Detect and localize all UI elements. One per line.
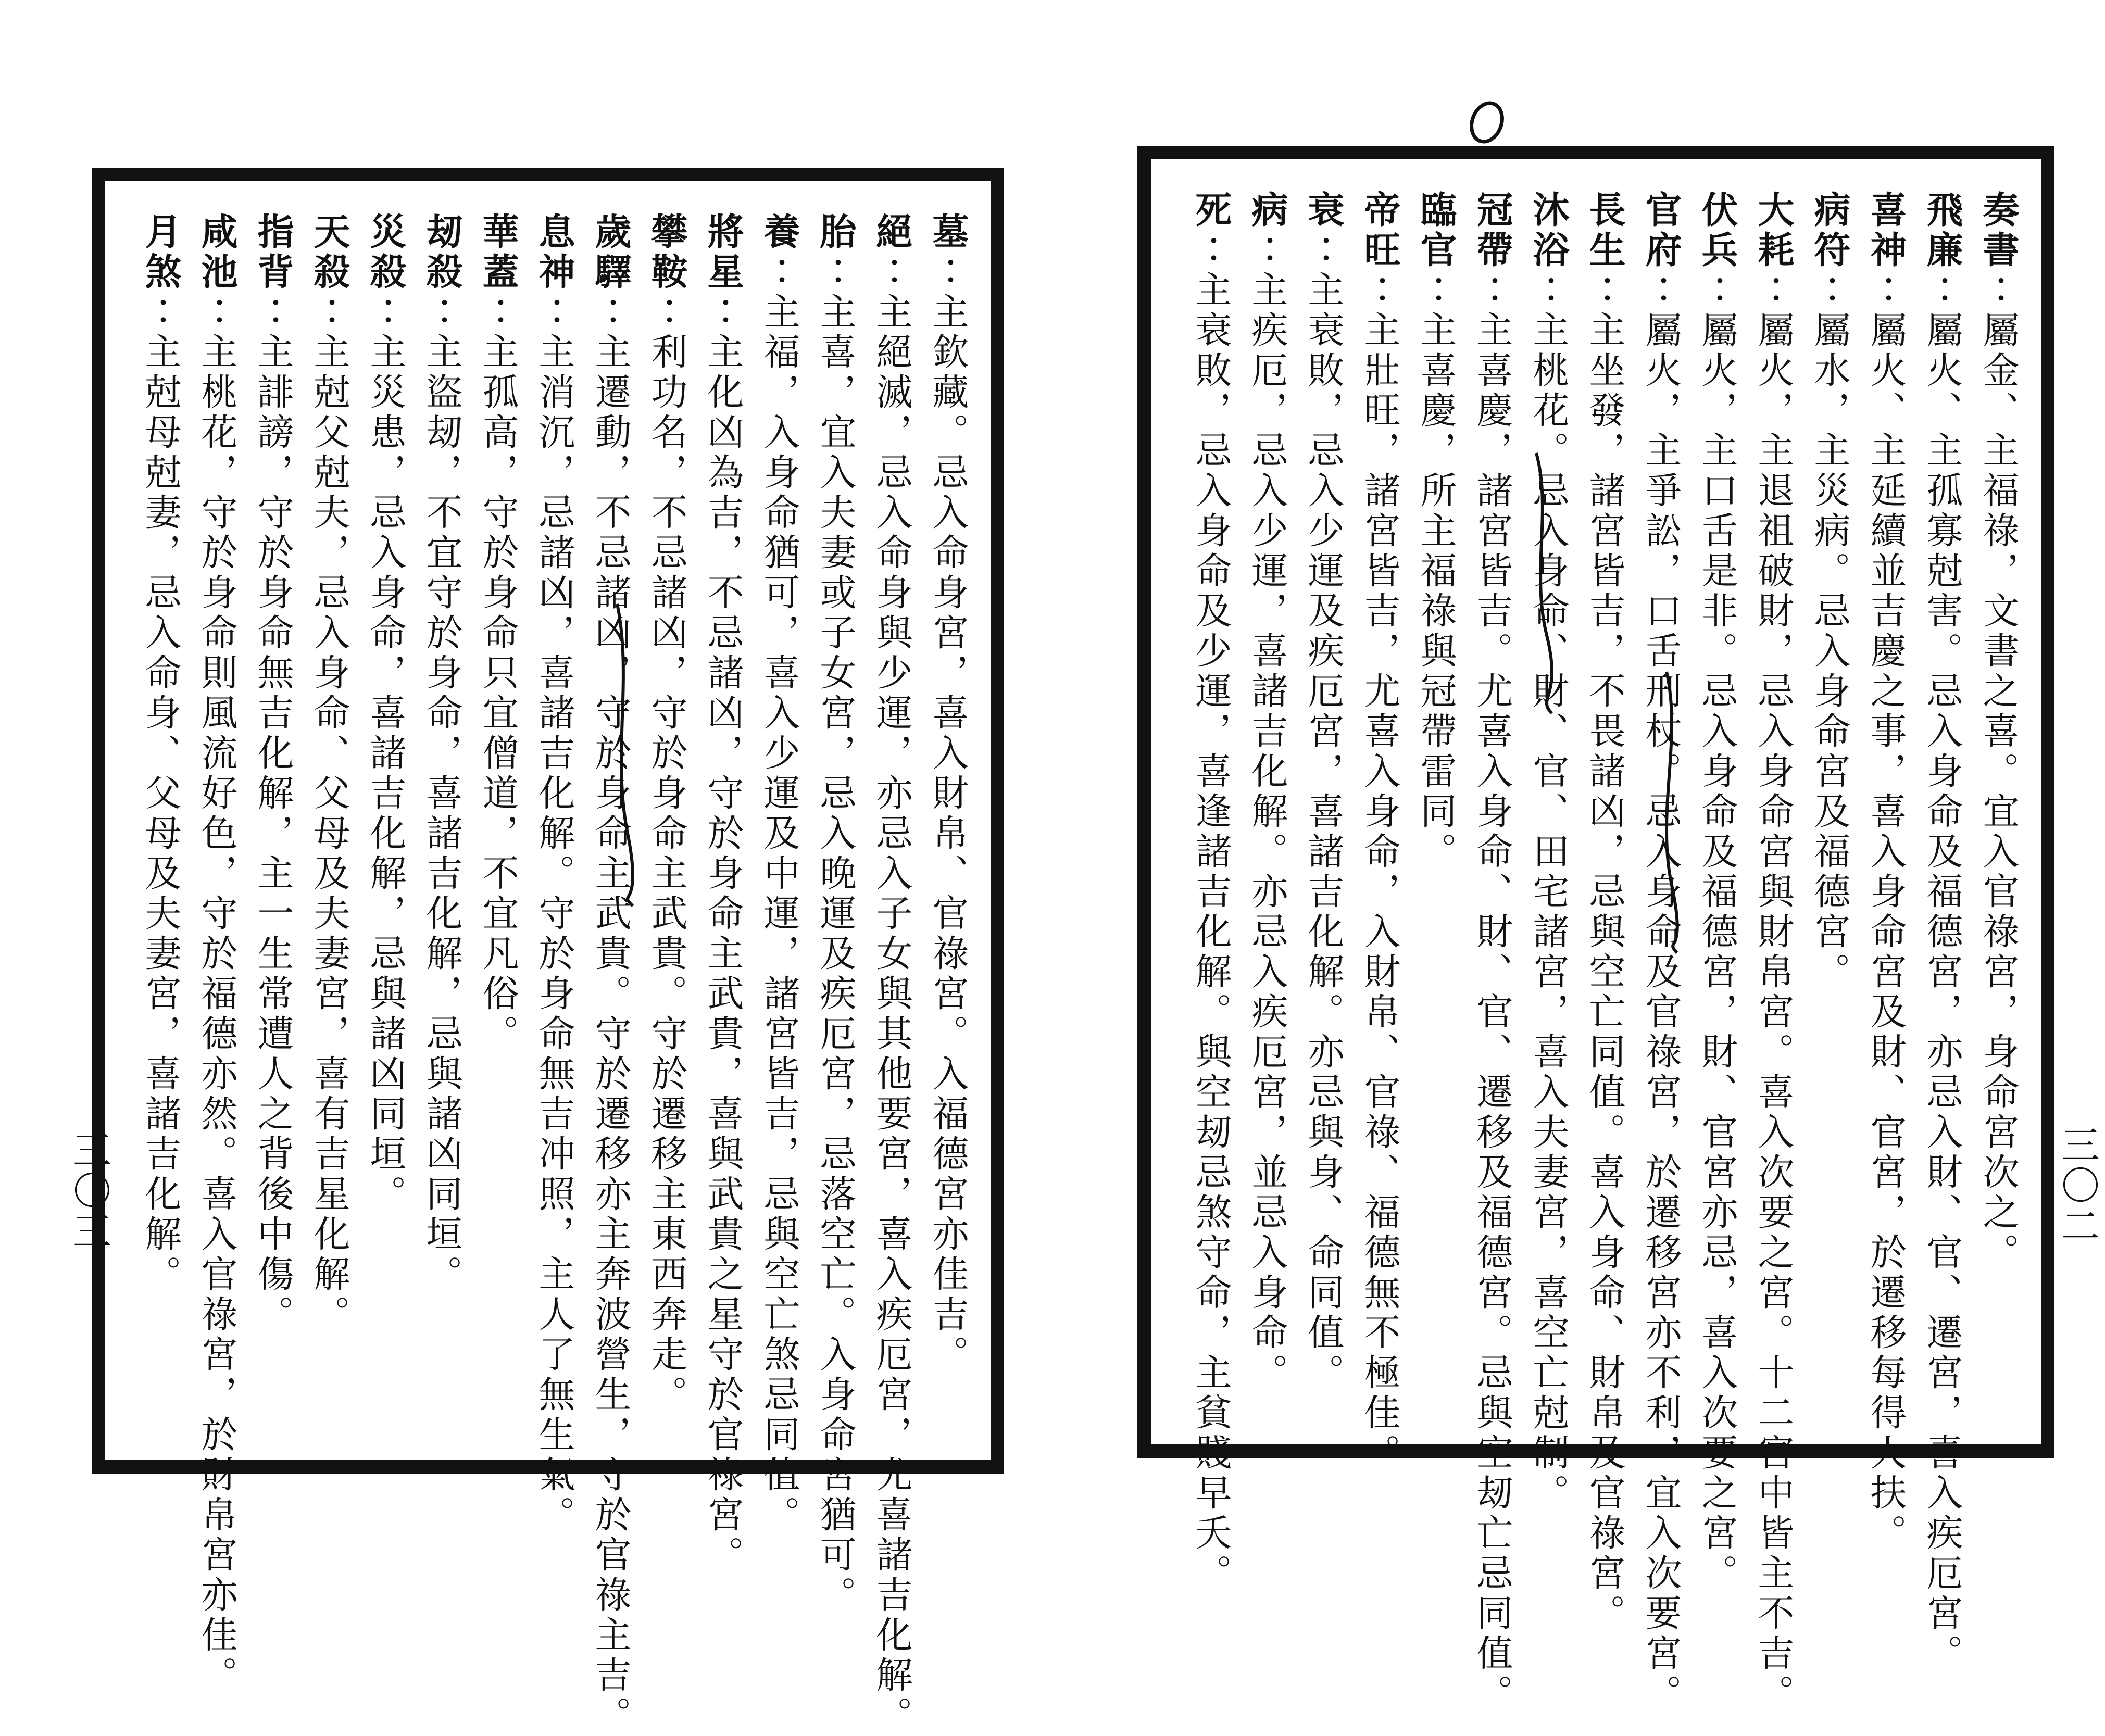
- text-columns-302: [1183, 191, 2026, 1714]
- entry-column: [1858, 191, 1914, 1554]
- separator-mark: ∶: [1696, 271, 1738, 311]
- term-text: 主桃花，守於身命則風流好色，守於福德亦然。喜入官祿宮，於財帛宮亦佳。: [195, 333, 238, 1696]
- entry-column: [1521, 191, 1576, 1514]
- entry-column: [920, 212, 976, 1439]
- term-text: 屬水，主災病。忌入身命宮及福德宮。: [1808, 311, 1851, 992]
- term-text: 主化凶為吉，不忌諸凶，守於身命主武貴，喜與武貴之星守於官祿宮。: [701, 333, 744, 1576]
- separator-mark: ∶: [1527, 271, 1570, 311]
- entry-column: [527, 212, 582, 1536]
- entry-column: [864, 212, 920, 1736]
- term-name: 病: [1246, 191, 1289, 231]
- entry-column: [1352, 191, 1408, 1474]
- term-name: 墓: [926, 212, 970, 253]
- entry-column: [133, 212, 189, 1439]
- separator-mark: ∶: [814, 253, 857, 293]
- entry-column: [1408, 191, 1464, 1424]
- separator-mark: ∶: [252, 293, 294, 333]
- term-name: 將星: [701, 212, 745, 293]
- term-name: 官府: [1639, 191, 1683, 271]
- entry-column: [470, 212, 526, 1439]
- term-name: 災殺: [364, 212, 407, 293]
- term-name: 絕: [870, 212, 913, 253]
- separator-mark: ∶: [1921, 271, 1963, 311]
- separator-mark: ∶: [1414, 271, 1457, 311]
- term-text: 主喜，宜入夫妻或子女宮，忌入晚運及疾厄宮，忌落空亡。入身命宮猶可。: [814, 293, 857, 1616]
- entry-column: [358, 212, 414, 1439]
- term-text: 利功名，不忌諸凶，守於身命主武貴。守於遷移主東西奔走。: [645, 333, 688, 1415]
- term-text: 主喜慶，所主福祿與冠帶雷同。: [1414, 311, 1457, 872]
- separator-mark: ∶: [870, 253, 913, 293]
- term-name: 喜神: [1864, 191, 1908, 271]
- separator-mark: ∶: [477, 293, 519, 333]
- term-name: 死: [1189, 191, 1233, 231]
- separator-mark: ∶: [1639, 271, 1682, 311]
- term-text: 主災患，忌入身命，喜諸吉化解，忌與諸凶同垣。: [364, 333, 407, 1215]
- entry-column: [1183, 191, 1239, 1594]
- term-name: 刼殺: [420, 212, 463, 293]
- separator-mark: ∶: [139, 293, 182, 333]
- term-text: 主衰敗，忌入少運及疾厄宮，喜諸吉化解。亦忌與身、命同值。: [1302, 271, 1345, 1393]
- entry-column: [1296, 191, 1351, 1424]
- entry-column: [1464, 191, 1520, 1714]
- term-name: 華蓋: [477, 212, 520, 293]
- term-text: 主尅父尅夫，忌入身命、父母及夫妻宮，喜有吉星化解。: [308, 333, 350, 1335]
- separator-mark: ∶: [1864, 271, 1907, 311]
- entry-column: [1577, 191, 1633, 1634]
- entry-column: [583, 212, 638, 1736]
- term-text: 屬火，主口舌是非。忌入身命及福德宮，財、官宮亦忌，喜入次要之宮。: [1696, 311, 1738, 1594]
- term-text: 主消沉，忌諸凶，喜諸吉化解。守於身命無吉冲照，主人了無生氣。: [533, 333, 575, 1536]
- term-text: 主桃花。忌入身命、財、官、田宅諸宮，喜入夫妻宮，喜空亡尅制。: [1527, 311, 1570, 1514]
- term-name: 月煞: [139, 212, 182, 293]
- entry-column: [1689, 191, 1745, 1594]
- entry-column: [639, 212, 695, 1439]
- entry-column: [1802, 191, 1858, 1424]
- term-name: 病符: [1808, 191, 1851, 271]
- entry-column: [189, 212, 245, 1696]
- term-name: 養: [758, 212, 801, 253]
- separator-mark: ∶: [1752, 271, 1795, 311]
- separator-mark: ∶: [589, 293, 632, 333]
- separator-mark: ∶: [533, 293, 575, 333]
- page-number-302: 三〇二: [2055, 1125, 2100, 1247]
- term-text: 主坐發，諸宮皆吉，不畏諸凶，忌與空亡同值。喜入身命、財帛及官祿宮。: [1583, 311, 1626, 1634]
- term-name: 指背: [252, 212, 295, 293]
- term-text: 主遷動，不忌諸凶，守於身命主武貴。守於遷移亦主奔波營生，守於官祿主吉。: [589, 333, 632, 1736]
- term-text: 主疾厄，忌入少運，喜諸吉化解。亦忌入疾厄宮，並忌入身命。: [1246, 271, 1288, 1393]
- term-name: 天殺: [308, 212, 351, 293]
- term-text: 主喜慶，諸宮皆吉。尤喜入身命、財、官、遷移及福德宮。忌與空刼亡忌同值。: [1471, 311, 1513, 1714]
- term-name: 長生: [1583, 191, 1626, 271]
- separator-mark: ∶: [308, 293, 350, 333]
- entry-column: [808, 212, 863, 1616]
- separator-mark: ∶: [1471, 271, 1513, 311]
- term-text: 主衰敗，忌入身命及少運，喜逢諸吉化解。與空刼忌煞守命，主貧賤早夭。: [1189, 271, 1232, 1594]
- term-name: 大耗: [1752, 191, 1795, 271]
- text-columns-303: [133, 212, 976, 1736]
- term-text: 主孤高，守於身命只宜僧道，不宜凡俗。: [477, 333, 519, 1054]
- pen-circle-mark-icon: [1458, 94, 1515, 151]
- entry-column: [414, 212, 470, 1439]
- entry-column: [751, 212, 807, 1536]
- separator-mark: ∶: [1302, 231, 1345, 271]
- term-name: 臨官: [1414, 191, 1458, 271]
- entry-column: [695, 212, 751, 1576]
- term-name: 攀鞍: [645, 212, 688, 293]
- page-303: [92, 168, 1004, 1736]
- term-name: 衰: [1302, 191, 1345, 231]
- term-text: 屬火，主爭訟，口舌刑杖。忌入身命及官祿宮，於遷移宮亦不利，宜入次要宮。: [1639, 311, 1682, 1714]
- term-name: 奏書: [1977, 191, 2020, 271]
- term-text: 屬火、主延續並吉慶之事，喜入身命宮及財、官宮，於遷移每得人扶。: [1864, 311, 1907, 1554]
- term-name: 息神: [533, 212, 576, 293]
- term-text: 主尅母尅妻，忌入命身、父母及夫妻宮，喜諸吉化解。: [139, 333, 182, 1295]
- separator-mark: ∶: [1583, 271, 1626, 311]
- separator-mark: ∶: [1358, 271, 1401, 311]
- term-name: 冠帶: [1471, 191, 1514, 271]
- term-text: 屬火，主退祖破財，忌入身命宮與財帛宮。喜入次要之宮。十二宮中皆主不吉。: [1752, 311, 1795, 1714]
- separator-mark: ∶: [1189, 231, 1232, 271]
- separator-mark: ∶: [701, 293, 744, 333]
- term-name: 胎: [814, 212, 857, 253]
- page-302: [1137, 146, 2054, 1714]
- separator-mark: ∶: [758, 253, 800, 293]
- separator-mark: ∶: [1246, 231, 1288, 271]
- term-text: 屬火、主孤寡尅害。忌入身命及福德宮，亦忌入財、官、遷宮，喜入疾厄宮。: [1921, 311, 1963, 1674]
- page-number-303: 三〇三: [67, 1130, 111, 1252]
- term-name: 咸池: [195, 212, 239, 293]
- separator-mark: ∶: [364, 293, 407, 333]
- term-text: 屬金、主福祿，文書之喜。宜入官祿宮，身命宮次之。: [1977, 311, 2020, 1273]
- term-text: 主誹謗，守於身命無吉化解，主一生常遭人之背後中傷。: [252, 333, 294, 1335]
- entry-column: [1239, 191, 1295, 1424]
- term-text: 主絕滅，忌入命身與少運，亦忌入子女與其他要宮，喜入疾厄宮，尤喜諸吉化解。: [870, 293, 913, 1736]
- term-text: 主壯旺，諸宮皆吉，尤喜入身命，入財帛、官祿、福德無不極佳。: [1358, 311, 1401, 1474]
- separator-mark: ∶: [195, 293, 238, 333]
- term-name: 沐浴: [1527, 191, 1570, 271]
- term-text: 主欽藏。忌入命身宮，喜入財帛、官祿宮。入福德宮亦佳吉。: [926, 293, 969, 1375]
- entry-column: [1971, 191, 2026, 1424]
- entry-column: [302, 212, 357, 1439]
- term-name: 飛廉: [1921, 191, 1964, 271]
- term-name: 伏兵: [1696, 191, 1739, 271]
- term-text: 主福，入身命猶可，喜入少運及中運，諸宮皆吉，忌與空亡煞忌同值。: [758, 293, 800, 1536]
- separator-mark: ∶: [420, 293, 463, 333]
- term-text: 主盜刼，不宜守於身命，喜諸吉化解，忌與諸凶同垣。: [420, 333, 463, 1295]
- entry-column: [1746, 191, 1801, 1714]
- separator-mark: ∶: [1977, 271, 2020, 311]
- entry-column: [1633, 191, 1689, 1714]
- separator-mark: ∶: [1808, 271, 1851, 311]
- term-name: 帝旺: [1358, 191, 1401, 271]
- entry-column: [245, 212, 301, 1439]
- separator-mark: ∶: [926, 253, 969, 293]
- separator-mark: ∶: [645, 293, 688, 333]
- term-name: 歲驛: [589, 212, 632, 293]
- entry-column: [1914, 191, 1970, 1674]
